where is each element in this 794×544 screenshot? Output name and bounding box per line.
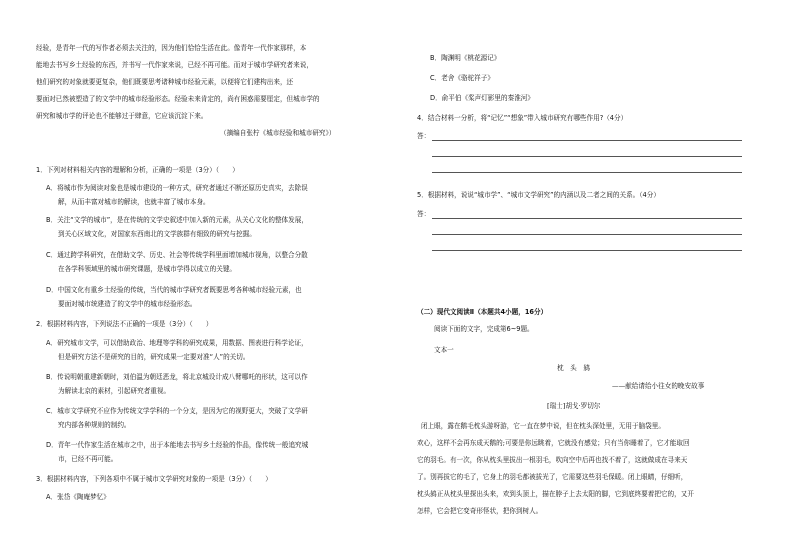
q3-option-d: D．俞平伯《桨声灯影里的秦淮河》: [430, 94, 534, 102]
q2-option-c: C．城市文学研究不应作为传统文学学科的一个分支，是因为它的视野更大，突破了文学研: [46, 407, 308, 415]
q1-option-c: C．通过跨学科研究，在借助文学、历史、社会等传统学科里面增加城市视角，以整合分散: [46, 251, 308, 259]
question-4-stem: 4．结合材料一分析，将“记忆”“想象”带入城市研究有哪些作用?（4分）: [417, 114, 628, 122]
q1-option-c-cont: 在各学科领域里的城市研究课题，是城市学得以成立的关键。: [58, 265, 237, 273]
question-2-stem: 2．根据材料内容，下列说法不正确的一项是（3分）（ ）: [36, 320, 213, 328]
q2-option-d-cont: 市，已经不再可能。: [58, 455, 118, 463]
answer-line[interactable]: [432, 156, 742, 157]
q1-option-d-cont: 要面对城市统建造了的文学中的城市经验形态。: [58, 300, 197, 308]
answer-line[interactable]: [432, 218, 742, 219]
story-line: 闭上眼，露在鹅毛枕头游呀游，它一直在梦中说，但在枕头深处里，无用于脑袋里。: [421, 422, 665, 430]
story-title: 枕 头 鸫: [557, 364, 590, 372]
reading-instruction: 阅读下面的文字，完成第6~9题。: [434, 325, 534, 333]
answer-label: 答：: [417, 132, 431, 140]
answer-line[interactable]: [432, 172, 742, 173]
answer-label: 答：: [417, 210, 431, 218]
story-line: 怎样，它会把它变奇形怪状，把你到树人。: [417, 507, 543, 515]
q3-option-a: A．张岱《陶庵梦忆》: [46, 493, 110, 501]
story-line: 欢心，这样不会再东成天鹅的;可要是你远眺着，它就没有感觉；只有当你睡着了，它才能取回: [417, 439, 690, 447]
passage-line: 研究和城市学的评论也不能够过于肆意，它应该沉淀下来。: [36, 112, 208, 120]
passage-line: 能地去书写乡土经验的东西，并书写一代作家来说，已经不再可能。而对于城市学研究者来说，: [36, 61, 313, 69]
passage-line: 他们研究的对象就要更复杂，他们既要思考诸种城市经验元素，以便将它们建构出来，还: [36, 78, 294, 86]
q2-option-b-cont: 为解读北京的素材，引起研究者重视。: [58, 387, 171, 395]
q2-option-b: B．传说明朝重建新朝时，刘伯温为朝廷恶龙，将北京城设计成八臂哪吒的形状，这可以作: [46, 373, 308, 381]
passage-source: （摘编自张柠《城市经验和城市研究》）: [220, 129, 336, 137]
story-author: [瑞士]胡戈·罗切尔: [547, 402, 601, 410]
q2-option-c-cont: 究内部各种规则的制约。: [58, 421, 131, 429]
q2-option-d: D．青年一代作家生活在城市之中，出于本能地去书写乡土经验的作品，像传统一般追究城: [46, 441, 309, 449]
answer-line[interactable]: [432, 140, 742, 141]
story-subtitle: ——献给请给小往女的晚安故事: [612, 382, 705, 390]
q1-option-b-cont: 到关心区域文化，对国家东西南北的文学族群有细致的研究与挖掘。: [58, 230, 256, 238]
text-label: 文本一: [434, 346, 454, 354]
answer-line[interactable]: [432, 250, 742, 251]
q3-option-b: B．陶渊明《桃花源记》: [430, 54, 501, 62]
q1-option-b: B．关注“文学的城市”，是在传统的文学史叙述中加入新的元素，从关心文化的整体发展，: [46, 216, 308, 224]
section-heading: （二）现代文阅读Ⅱ（本题共4小题，16分）: [417, 308, 548, 316]
story-line: 了。别再拔它的毛了，它身上的羽毛都被拔光了，它需要这些羽毛保暖。闭上眼睛，仔细听，: [417, 473, 688, 481]
q1-option-d: D．中国文化有重乡土经验的传统，当代的城市学研究者既要思考各种城市经验元素，也: [46, 286, 302, 294]
story-line: 枕头鸫正从枕头里探出头来，欢到头顶上，描在脖子上去太阳的脚，它到底终要着把它的，又开: [417, 490, 694, 498]
passage-line: 要面对已然被塑造了的文学中的城市经验形态。经验未来肯定的，尚有困惑需要厘定，但城市学的: [36, 95, 320, 103]
answer-line[interactable]: [432, 234, 742, 235]
passage-line: 经验，是青年一代的写作者必须去关注的，因为他们恰恰生活在此。像青年一代作家那样，本: [36, 44, 307, 52]
q2-option-a-cont: 但是研究方法不是研究的目的，研究成果一定要对准“人”的关切。: [58, 353, 250, 361]
q3-option-c: C．老舍《骆驼祥子》: [430, 74, 494, 82]
question-5-stem: 5．根据材料，说说“城市学”、“城市文学研究”的内涵以及二者之间的关系。（4分）: [417, 191, 660, 199]
question-1-stem: 1．下列对材料相关内容的理解和分析，正确的一项是（3分）（ ）: [36, 166, 239, 174]
q1-option-a: A．将城市作为阅读对象也是城市建设的一种方式，研究者通过不断还原历史真实，去除误: [46, 184, 308, 192]
question-3-stem: 3．根据材料内容，下列各项中不属于城市文学研究对象的一项是（3分）（ ）: [36, 475, 272, 483]
story-line: 它的羽毛。有一次，你从枕头里拔出一根羽毛，吹向空中后再也找不着了，这就做成在寻来天: [417, 456, 688, 464]
q1-option-a-cont: 解，从而丰富对城市的解读，也就丰富了城市本身。: [58, 198, 210, 206]
q2-option-a: A．研究城市文学，可以借助政治、地理等学科的研究成果，用数据、图表进行科学论证，: [46, 339, 308, 347]
